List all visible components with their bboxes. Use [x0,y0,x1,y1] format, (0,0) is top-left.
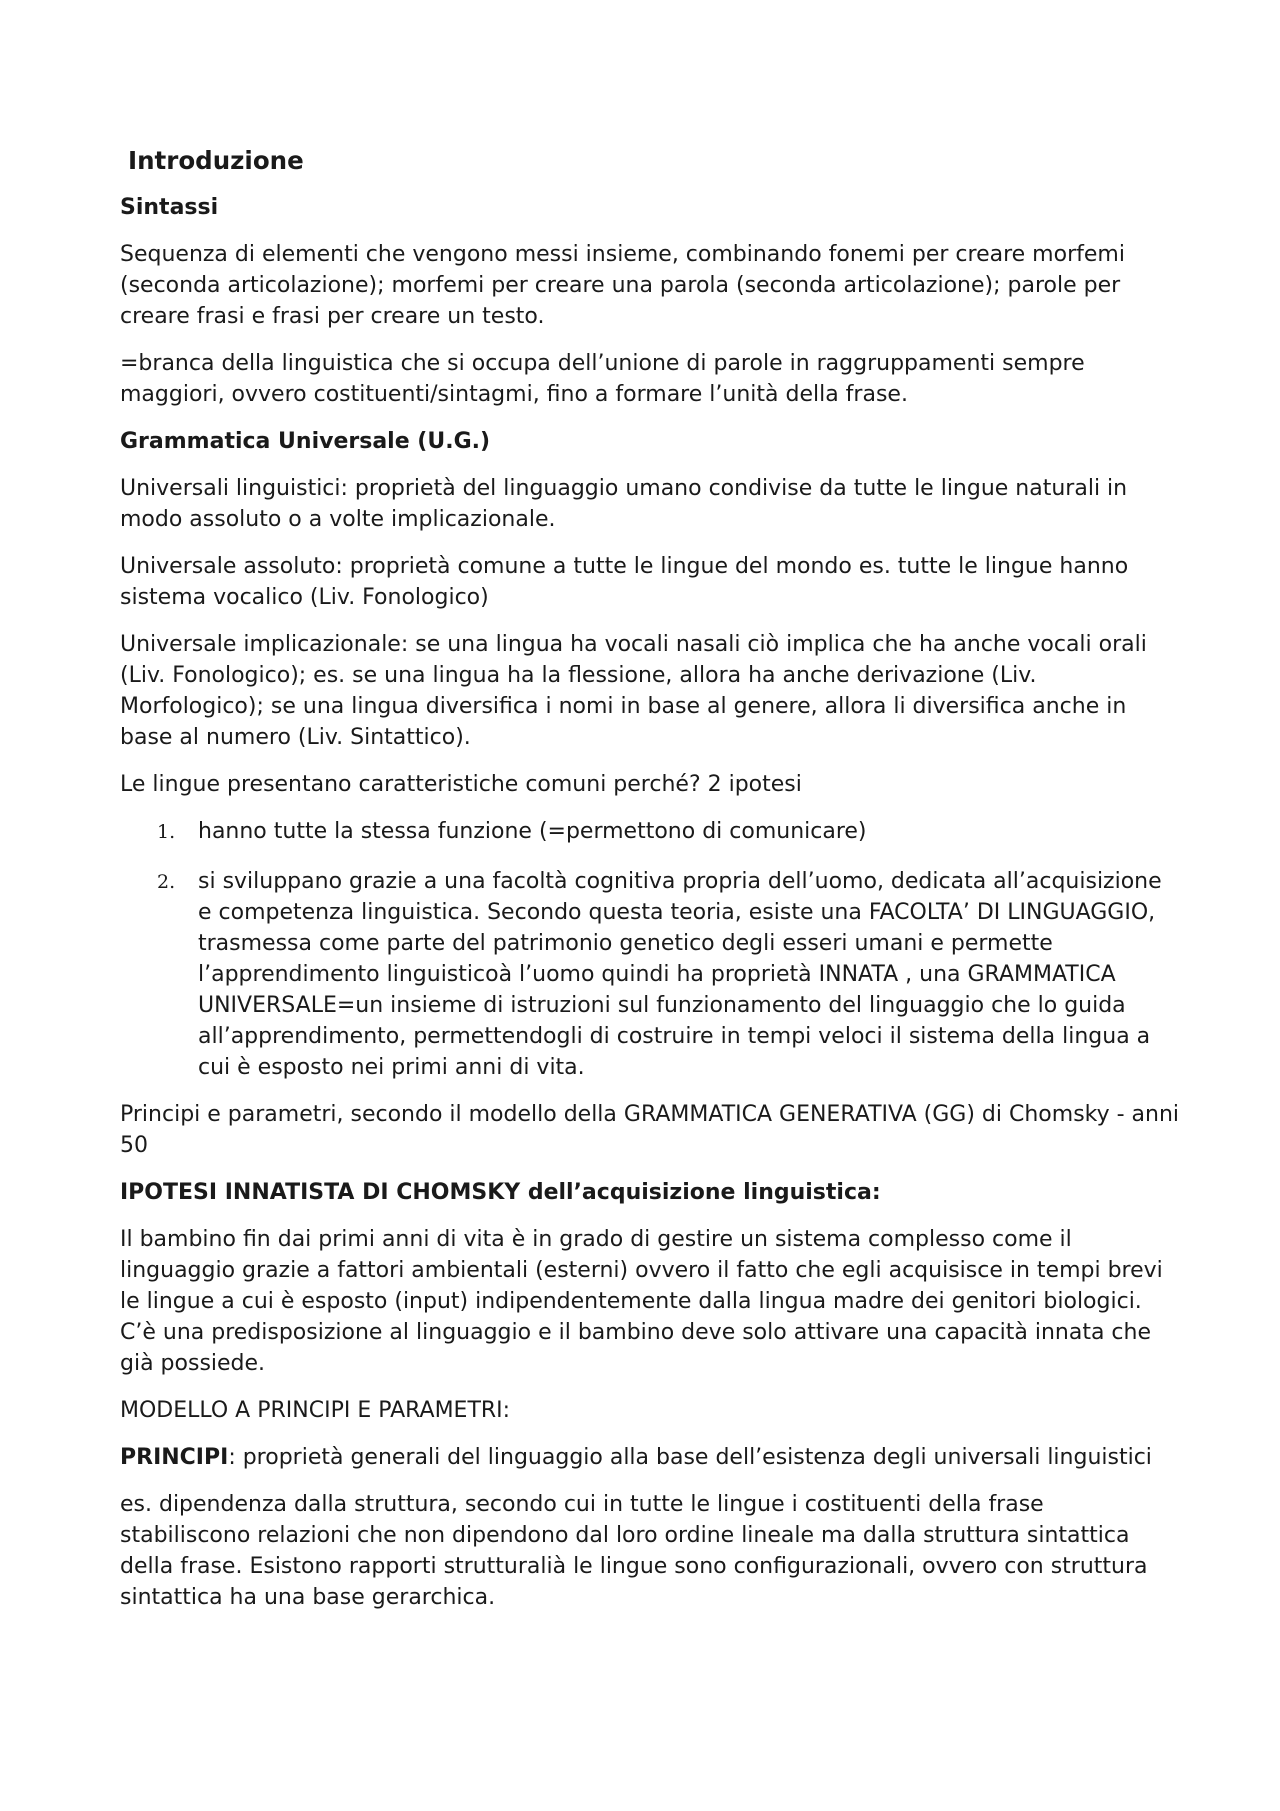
paragraph: Universale implicazionale: se una lingua ha vocali nasali ciò implica che ha anche vocali orali (Liv. Fonologico); es. se una lingua ha la flessione, allora ha anche derivazione (Liv. Morfologico); se una lingua diversifica i nomi in base al genere, allora li diversifica anche in base al numero (Liv. Sintattico). [120,632,1147,750]
paragraph: Il bambino fin dai primi anni di vita è in grado di gestire un sistema complesso come il linguaggio grazie a fattori ambientali (esterni) ovvero il fatto che egli acquisisce in tempi brevi le lingue a cui è esposto (input) indipendentemente dalla lingua madre dei genitori biologici. C’è una predisposizione al linguaggio e il bambino deve solo attivare una capacità innata che già possiede. [120,1227,1163,1376]
list-item-text: si sviluppano grazie a una facoltà cognitiva propria dell’uomo, dedicata all’acquisizione e competenza linguistica. Secondo questa teoria, esiste una FACOLTA’ DI LINGUAGGIO, trasmessa come parte del patrimonio genetico degli esseri umani e permette l’apprendimento linguisticoà l’uomo quindi ha proprietà INNATA , una GRAMMATICA UNIVERSALE=un insieme di istruzioni sul funzionamento del linguaggio che lo guida all’apprendimento, permettendogli di costruire in tempi veloci il sistema della lingua a cui è esposto nei primi anni di vita. [198,869,1162,1080]
principi-label: PRINCIPI [120,1445,229,1470]
paragraph: MODELLO A PRINCIPI E PARAMETRI: [120,1398,511,1423]
paragraph: =branca della linguistica che si occupa dell’unione di parole in raggruppamenti sempre maggiori, ovvero costituenti/sintagmi, fino a formare l’unità della frase. [120,351,1085,407]
heading-sintassi: Sintassi [120,195,219,220]
list-number: 1. [157,821,176,843]
document-title: Introduzione [128,146,304,175]
paragraph: Universale assoluto: proprietà comune a tutte le lingue del mondo es. tutte le lingue hanno sistema vocalico (Liv. Fonologico) [120,554,1129,610]
heading-grammatica-universale: Grammatica Universale (U.G.) [120,429,491,454]
paragraph: Universali linguistici: proprietà del linguaggio umano condivise da tutte le lingue naturali in modo assoluto o a volte implicazionale. [120,476,1128,532]
list-item-text: hanno tutte la stessa funzione (=permettono di comunicare) [198,819,867,844]
heading-ipotesi-innatista: IPOTESI INNATISTA DI CHOMSKY dell’acquisizione linguistica: [120,1180,881,1205]
document-body [120,145,1180,1629]
list-item [120,816,1180,847]
list-item [120,866,1180,1083]
paragraph: Principi e parametri, secondo il modello della GRAMMATICA GENERATIVA (GG) di Chomsky - anni 50 [120,1102,1180,1158]
paragraph-principi [120,1442,1180,1473]
principi-text: : proprietà generali del linguaggio alla base dell’esistenza degli universali linguistici [228,1445,1152,1470]
paragraph: es. dipendenza dalla struttura, secondo cui in tutte le lingue i costituenti della frase stabiliscono relazioni che non dipendono dal loro ordine lineale ma dalla struttura sintattica della frase. Esistono rapporti strutturalià le lingue sono configurazionali, ovvero con struttura sintattica ha una base gerarchica. [120,1492,1148,1610]
paragraph: Le lingue presentano caratteristiche comuni perché? 2 ipotesi [120,772,802,797]
paragraph: Sequenza di elementi che vengono messi insieme, combinando fonemi per creare morfemi (seconda articolazione); morfemi per creare una parola (seconda articolazione); parole per creare frasi e frasi per creare un testo. [120,242,1125,329]
list-number: 2. [157,871,176,893]
hypotheses-list [120,816,1180,1083]
